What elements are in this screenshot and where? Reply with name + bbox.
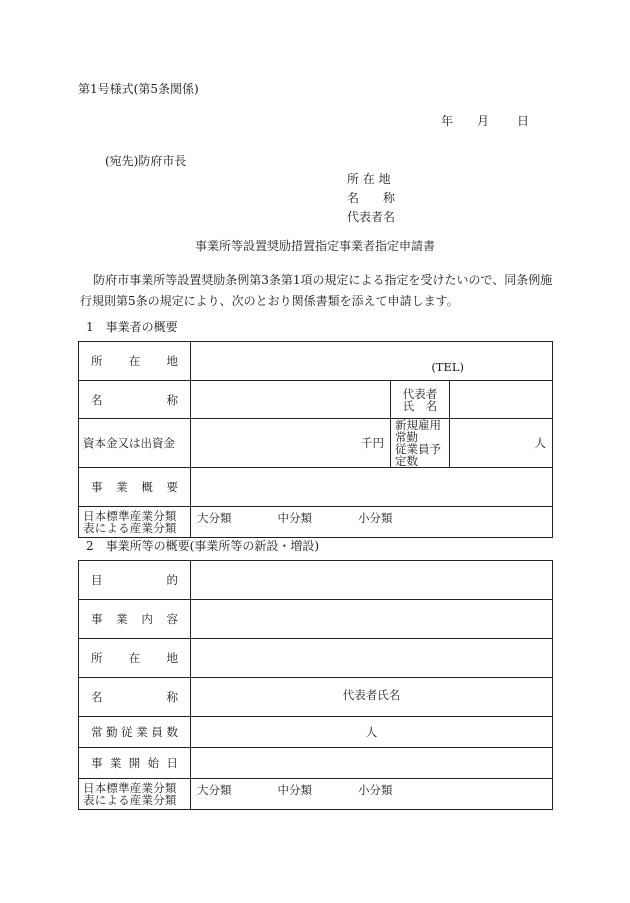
office-name-label: 名称	[79, 678, 191, 717]
start-date-field[interactable]	[191, 748, 553, 779]
section1-heading: 1 事業者の概要	[86, 320, 178, 334]
capital-label: 資本金又は出資金	[79, 419, 191, 468]
date-line	[441, 112, 529, 129]
section2-heading: 2 事業所等の概要(事業所等の新設・増設)	[86, 539, 319, 553]
date-day-label: 日	[517, 114, 530, 128]
office-location-label: 所在地	[79, 639, 191, 678]
table-row	[79, 419, 553, 468]
business-content-label: 事業内容	[79, 600, 191, 639]
table-row	[79, 561, 553, 600]
business-overview-table	[78, 341, 553, 538]
office-major-class-label: 大分類	[197, 783, 232, 797]
industry-classification-label: 日本標準産業分類 表による産業分類	[79, 507, 191, 538]
employees-label: 常勤従業員数	[79, 717, 191, 748]
business-content-field[interactable]	[191, 600, 553, 639]
applicant-representative-label: 代表者名	[347, 210, 396, 224]
office-overview-table	[78, 560, 553, 810]
location-label: 所在地	[79, 342, 191, 381]
office-middle-class-label: 中分類	[277, 783, 312, 797]
major-class-label: 大分類	[197, 511, 232, 525]
applicant-location-label: 所 在 地	[347, 172, 391, 186]
document-title: 事業所等設置奨励措置指定事業者指定申請書	[194, 239, 435, 253]
office-name-field[interactable]	[191, 678, 553, 717]
table-row	[79, 342, 553, 381]
employees-field[interactable]: 人	[191, 717, 553, 748]
addressee: (宛先)防府市長	[105, 154, 187, 168]
table-row	[79, 779, 553, 810]
table-row	[79, 381, 553, 419]
date-month-label: 月	[477, 114, 490, 128]
name-label: 名称	[79, 381, 191, 419]
new-employees-label: 新規雇用常勤 従業員予定数	[391, 419, 450, 468]
applicant-block	[347, 170, 395, 227]
form-number: 第1号様式(第5条関係)	[78, 82, 199, 96]
office-industry-classification-field[interactable]	[191, 779, 553, 810]
industry-classification-field[interactable]	[191, 507, 553, 538]
table-row	[79, 600, 553, 639]
minor-class-label: 小分類	[358, 511, 393, 525]
business-overview-field[interactable]	[191, 468, 553, 507]
name-field[interactable]	[191, 381, 391, 419]
applicant-name-label: 名 称	[347, 191, 396, 205]
office-location-field[interactable]	[191, 639, 553, 678]
business-overview-label: 事業概要	[79, 468, 191, 507]
table-row	[79, 639, 553, 678]
purpose-field[interactable]	[191, 561, 553, 600]
location-field[interactable]	[191, 342, 553, 381]
table-row	[79, 507, 553, 538]
table-row	[79, 748, 553, 779]
start-date-label: 事業開始日	[79, 748, 191, 779]
table-row	[79, 717, 553, 748]
date-year-label: 年	[441, 114, 454, 128]
table-row	[79, 678, 553, 717]
representative-field[interactable]	[450, 381, 553, 419]
new-employees-field[interactable]: 人	[450, 419, 553, 468]
office-minor-class-label: 小分類	[358, 783, 393, 797]
tel-label: (TEL)	[431, 360, 464, 374]
body-text: 防府市事業所等設置奨励条例第3条第1項の規定による指定を受けたいので、同条例施行規則第5条の規定により、次のとおり関係書類を添えて申請します。	[80, 273, 553, 308]
purpose-label: 目的	[79, 561, 191, 600]
table-row	[79, 468, 553, 507]
office-industry-classification-label: 日本標準産業分類 表による産業分類	[79, 779, 191, 810]
representative-label: 代表者 氏 名	[391, 381, 450, 419]
middle-class-label: 中分類	[277, 511, 312, 525]
capital-field[interactable]: 千円	[191, 419, 391, 468]
representative-name-label: 代表者氏名	[342, 688, 401, 702]
